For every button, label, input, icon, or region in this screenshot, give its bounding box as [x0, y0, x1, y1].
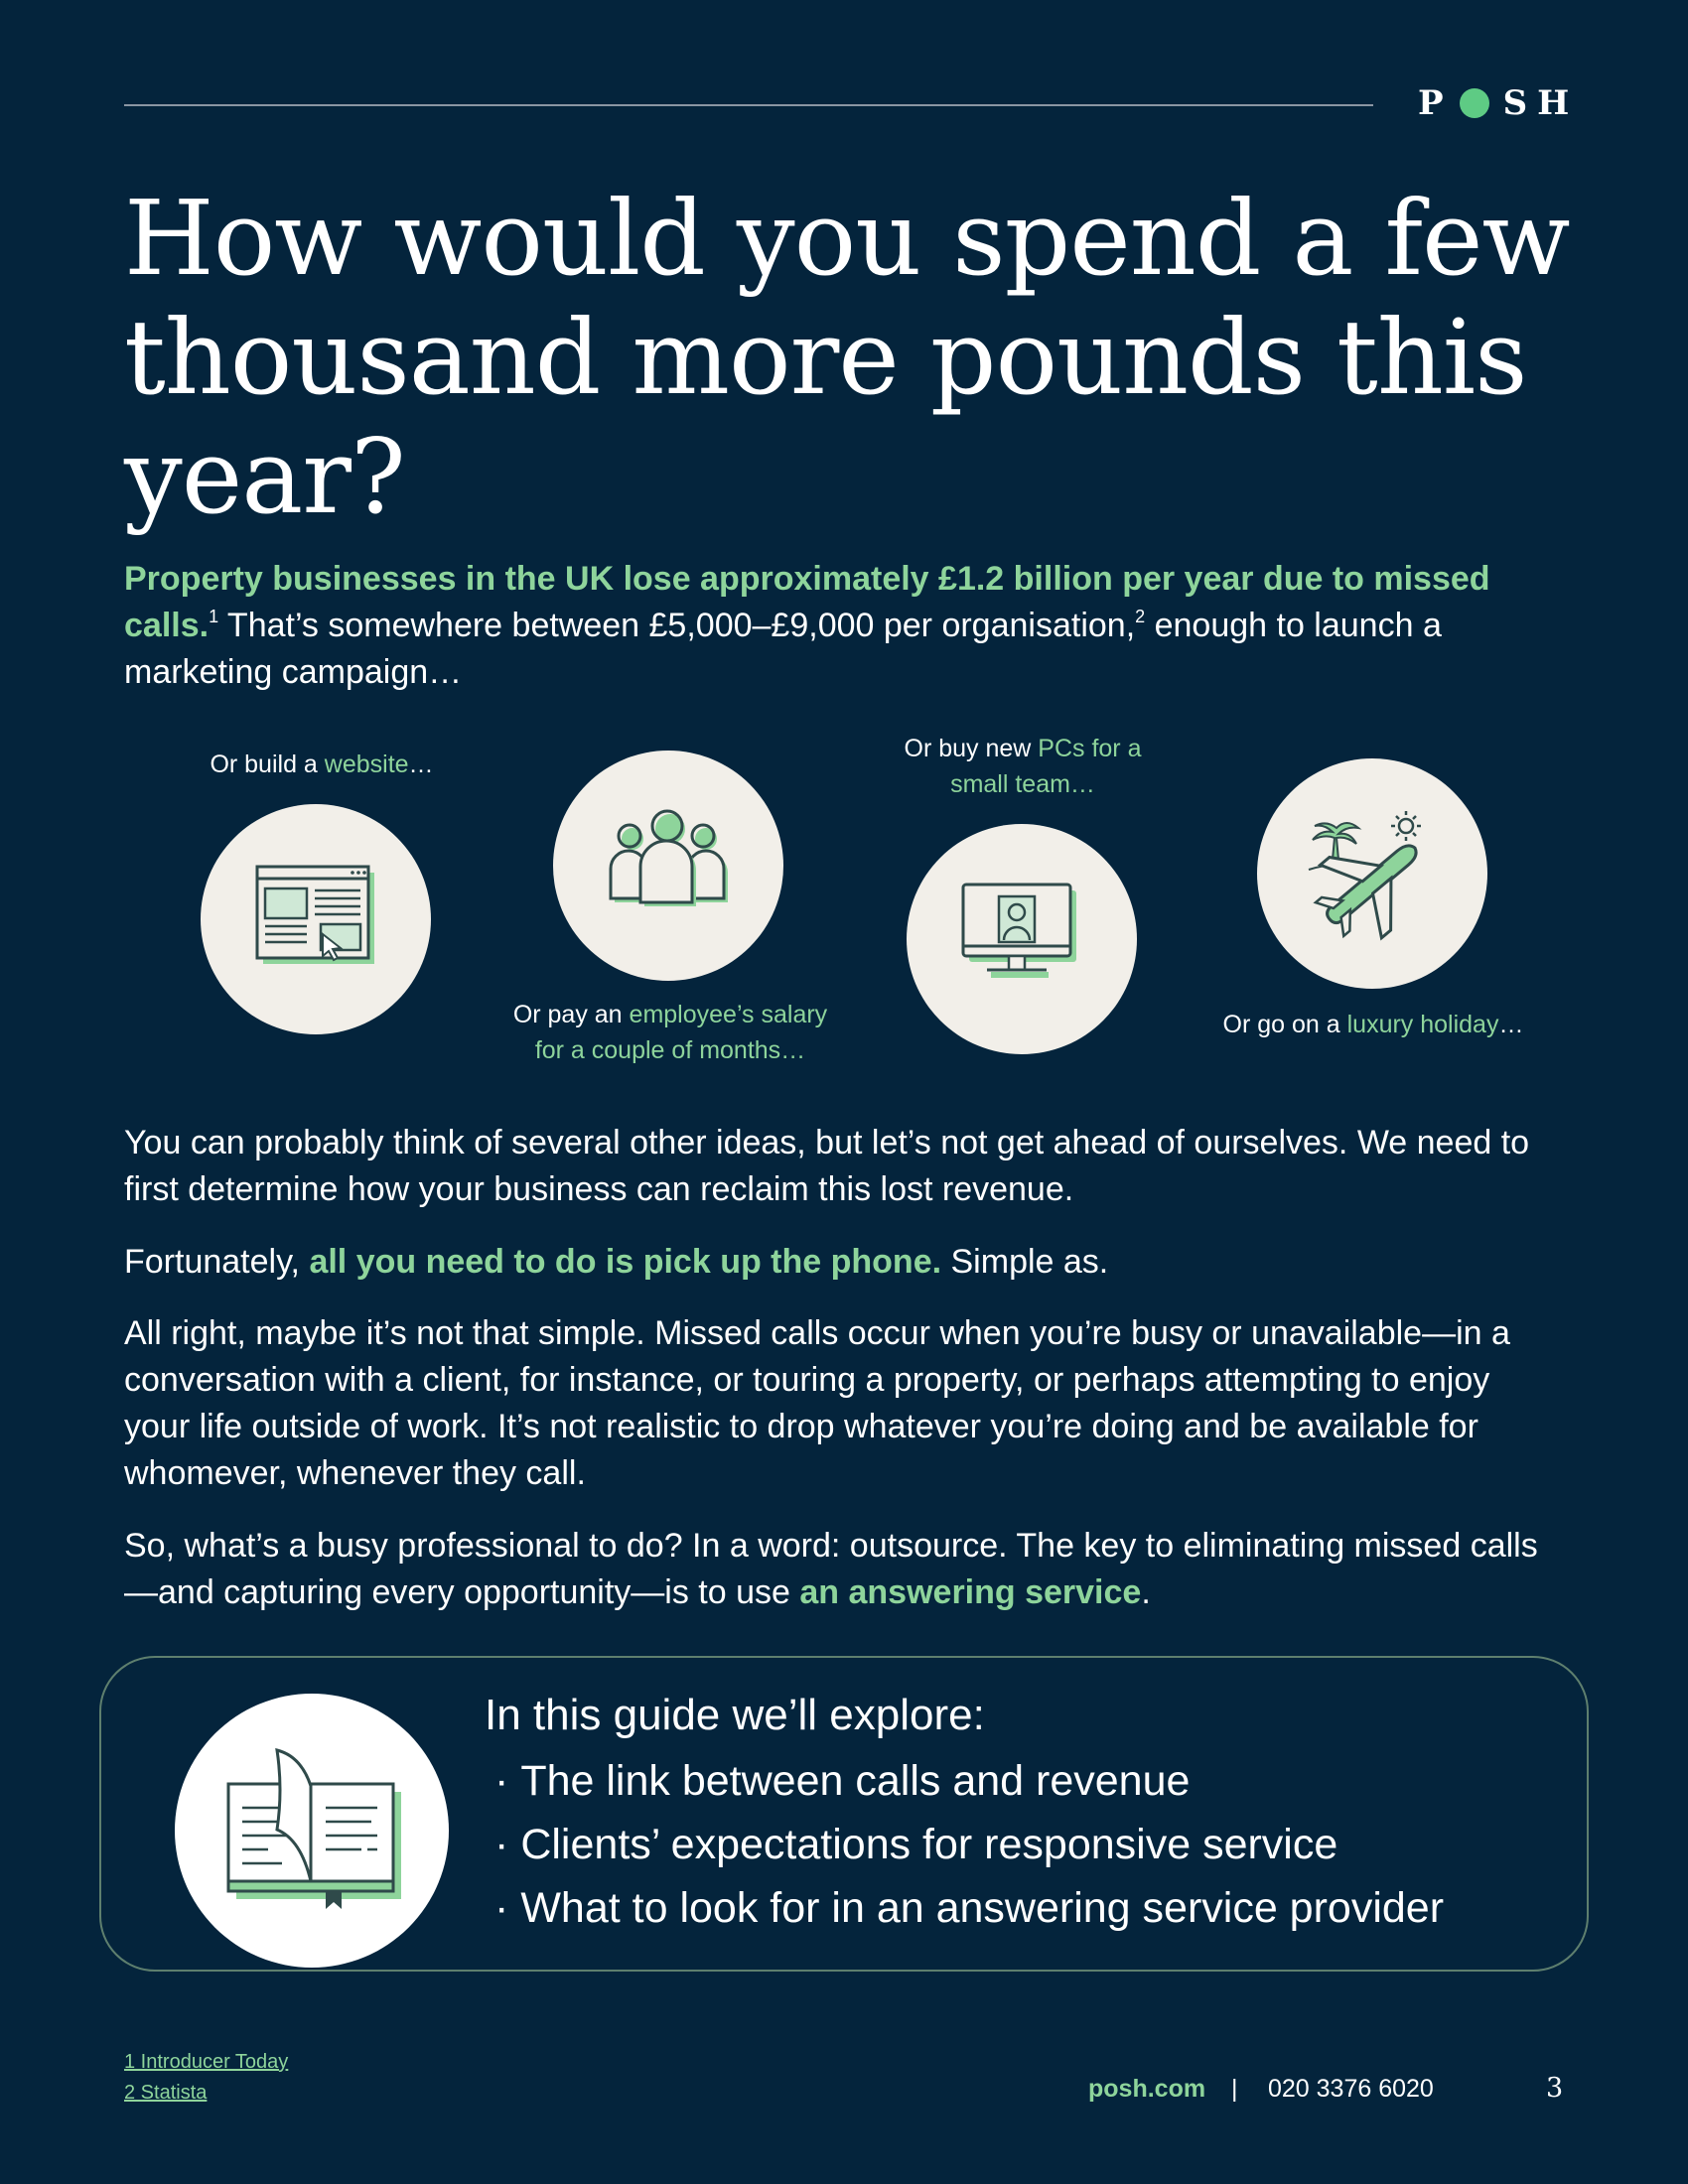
paragraph-ideas: You can probably think of several other ideas, but let’s not get ahead of ourselves. We need to first determine how your business can reclaim this lost revenue. [124, 1124, 1530, 1208]
paragraph-missed-calls: All right, maybe it’s not that simple. Missed calls occur when you’re busy or unavailable—in a conversation with a client, for instance, or touring a property, or perhaps attempting to enjoy your life outside of work. It’s not realistic to drop whatever you’re doing and be available for whomever, whenever they call. [124, 1314, 1510, 1492]
caption-prefix: Or build a [210, 751, 325, 778]
list-item [494, 1749, 1444, 1813]
list-item-text: Clients’ expectations for responsive service [520, 1821, 1338, 1868]
caption-highlight: website [324, 751, 409, 778]
caption-highlight: employee’s salary [629, 1001, 828, 1028]
caption-prefix: Or go on a [1222, 1011, 1347, 1038]
idea-caption-pcs [854, 731, 1192, 802]
caption-line2: for a couple of months… [534, 1036, 806, 1064]
bullet: · [494, 1884, 509, 1932]
lead-text-2: enough to launch a marketing campaign… [124, 607, 1442, 691]
page-title: How would you spend a few thousand more pounds this year? [124, 178, 1570, 537]
open-book-icon [175, 1694, 449, 1968]
phone-number: 020 3376 6020 [1268, 2075, 1434, 2103]
logo-dot [1460, 88, 1489, 118]
list-item-text: What to look for in an answering service provider [520, 1884, 1445, 1932]
guide-title: In this guide we’ll explore: [485, 1691, 985, 1739]
bullet: · [494, 1821, 509, 1868]
caption-highlight: luxury holiday [1346, 1011, 1499, 1038]
team-icon [553, 751, 783, 981]
idea-caption-holiday [1170, 1007, 1577, 1042]
p4-text-a: So, what’s a busy professional to do? In a word: outsource. The key to eliminating missed calls—and capturing every opportunity—is to use [124, 1527, 1538, 1611]
footnote-ref-1: 1 [209, 607, 219, 626]
lead-text-1: That’s somewhere between £5,000–£9,000 per organisation, [218, 607, 1136, 644]
logo-letters-sh: SH [1502, 83, 1580, 123]
posh-logo [1418, 83, 1579, 123]
idea-caption-salary [477, 997, 864, 1068]
page-number: 3 [1546, 2073, 1564, 2104]
caption-line2: small team… [950, 770, 1095, 798]
header-rule [124, 104, 1373, 106]
footer-separator: | [1231, 2075, 1238, 2103]
list-item [494, 1813, 1444, 1876]
footnote-ref-2: 2 [1135, 607, 1146, 626]
reference-link-1[interactable]: 1 Introducer Today [124, 2051, 289, 2073]
list-item [494, 1876, 1444, 1940]
caption-suffix: … [1498, 1011, 1524, 1038]
p2-highlight: all you need to do is pick up the phone. [309, 1243, 942, 1281]
airplane-icon [1257, 758, 1487, 989]
caption-prefix: Or buy new [904, 735, 1039, 762]
p4-text-c: . [1141, 1573, 1151, 1611]
website-icon [201, 804, 431, 1034]
caption-highlight: PCs for a [1038, 735, 1142, 762]
website-link[interactable]: posh.com [1088, 2075, 1206, 2103]
logo-letter-p: P [1418, 83, 1454, 123]
idea-caption-website [173, 747, 471, 782]
caption-suffix: … [408, 751, 434, 778]
paragraph-pick-up-phone [124, 1239, 1574, 1286]
guide-list [494, 1749, 1444, 1940]
p2-text-c: Simple as. [941, 1243, 1109, 1281]
paragraph-outsource [124, 1523, 1564, 1616]
p2-text-a: Fortunately, [124, 1243, 310, 1281]
lead-paragraph [124, 556, 1534, 696]
caption-prefix: Or pay an [512, 1001, 630, 1028]
bullet: · [494, 1757, 509, 1805]
reference-link-2[interactable]: 2 Statista [124, 2082, 208, 2104]
list-item-text: The link between calls and revenue [520, 1757, 1191, 1805]
lead-highlight: Property businesses in the UK lose approximately £1.2 billion per year due to missed calls. [124, 560, 1490, 644]
computer-icon [907, 824, 1137, 1054]
footnote-references [124, 2047, 288, 2109]
p4-highlight: an answering service [799, 1573, 1142, 1611]
